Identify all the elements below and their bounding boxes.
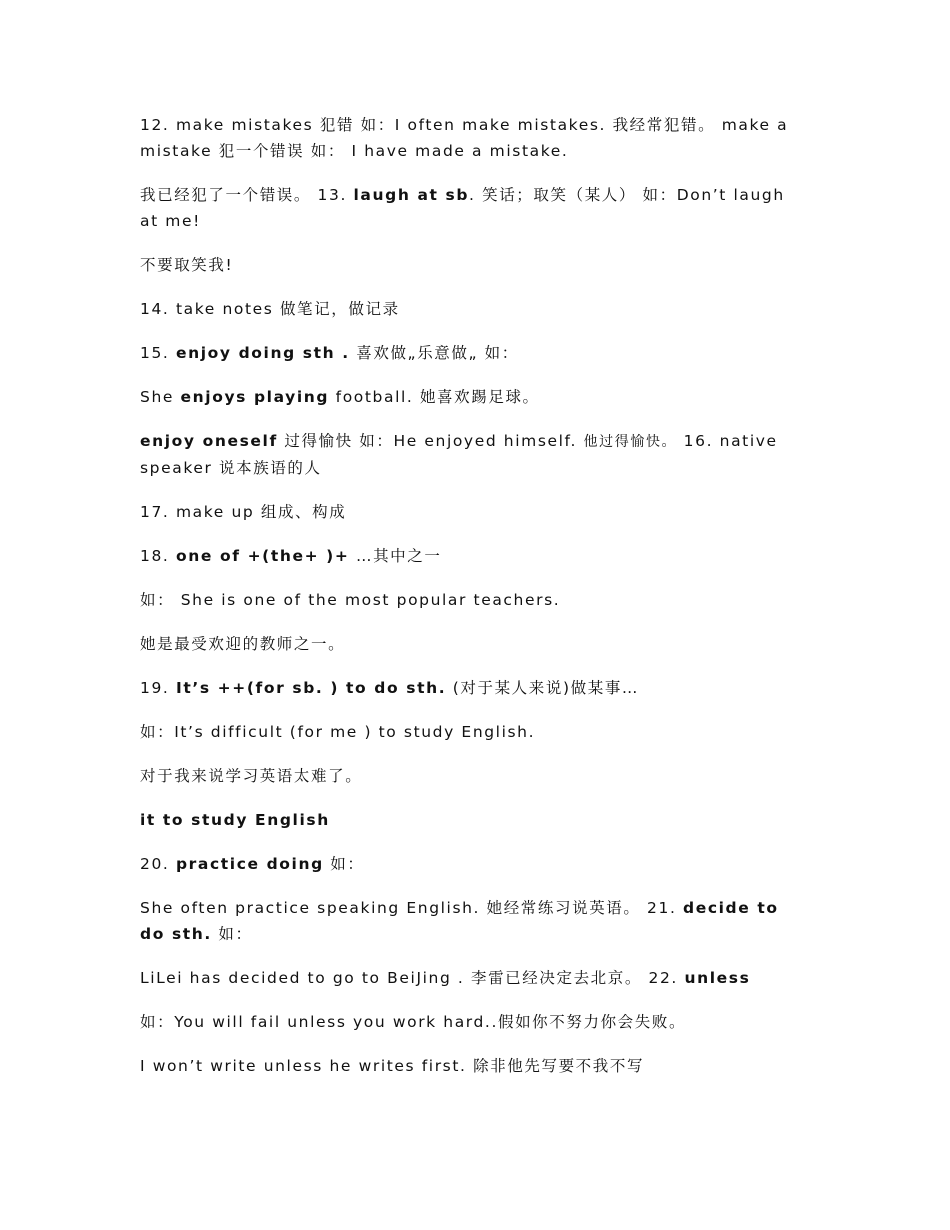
- paragraph-12-make-mistakes: [140, 112, 808, 164]
- bold-phrase: laugh at sb: [353, 186, 470, 204]
- text-run: 18.: [140, 547, 176, 565]
- bold-phrase: enjoy doing sth .: [175, 344, 350, 362]
- paragraph-example: [140, 1053, 808, 1079]
- text-run: 17. make up 组成、构成: [140, 503, 347, 521]
- paragraph-example: [140, 1009, 808, 1035]
- text-run: 我已经犯了一个错误。 13.: [140, 186, 354, 204]
- bold-phrase: one of +(the+ )+: [175, 547, 350, 565]
- text-run: 喜欢做„乐意做„ 如：: [349, 344, 519, 362]
- text-run: She often practice speaking English. 她经常练习说英语。 21.: [140, 899, 684, 917]
- text-run: 19.: [140, 679, 176, 697]
- paragraph-17-make-up: [140, 499, 808, 525]
- text-run: 如：You will fail unless you work hard..假如你不努力你会失败。: [140, 1013, 687, 1031]
- paragraph-translation: [140, 631, 808, 657]
- text-run: She: [140, 388, 181, 406]
- text-run: football. 她喜欢踢足球。: [329, 388, 540, 406]
- text-run: 不要取笑我!: [140, 256, 234, 274]
- paragraph-13-laugh-at: [140, 182, 808, 234]
- bold-phrase: practice doing: [175, 855, 324, 873]
- bold-phrase: unless: [684, 969, 751, 987]
- bold-phrase: It’s ++(for sb. ) to do sth.: [175, 679, 447, 697]
- text-run: LiLei has decided to go to BeiJing . 李雷已经决定去北京。 22.: [140, 969, 685, 987]
- text-run: 14. take notes 做笔记，做记录: [140, 300, 400, 318]
- text-run: 12. make mistakes 犯错 如：I often make mistakes. 我经常犯错。 make a mistake 犯一个错误 如： I have made a mistake.: [140, 116, 789, 160]
- paragraph-21-decide-to-do: [140, 895, 808, 947]
- text-run: 如：: [211, 925, 253, 943]
- paragraph-enjoy-oneself: [140, 428, 808, 481]
- text-run: 她是最受欢迎的教师之一。: [140, 635, 346, 653]
- text-run: I won’t write unless he writes first. 除非他先写要不我不写: [140, 1057, 645, 1075]
- text-run: 20.: [140, 855, 176, 873]
- text-run: . 笑话；取笑（某人） 如：Don’t laugh at me!: [140, 186, 785, 230]
- paragraph-22-unless: [140, 965, 808, 991]
- text-run: 他过得愉快。: [583, 434, 678, 450]
- text-run: 16. native speaker 说本族语的人: [140, 432, 778, 477]
- bold-phrase: enjoys playing: [180, 388, 330, 406]
- text-run: 15.: [140, 344, 176, 362]
- bold-phrase: decide to do sth.: [140, 899, 779, 943]
- paragraph-example: [140, 719, 808, 745]
- text-run: 如：It’s difficult (for me ) to study English.: [140, 723, 536, 741]
- paragraph-translation: [140, 763, 808, 789]
- paragraph-20-practice-doing: [140, 851, 808, 877]
- text-run: …其中之一: [349, 547, 442, 565]
- bold-phrase: enjoy oneself: [140, 432, 278, 450]
- paragraph-18-one-of: [140, 543, 808, 569]
- paragraph-19-its-to-do: [140, 675, 808, 701]
- text-run: 如：: [323, 855, 365, 873]
- paragraph-15-enjoy-doing: [140, 340, 808, 366]
- paragraph-example: [140, 587, 808, 613]
- text-run: 如： She is one of the most popular teachers.: [140, 591, 561, 609]
- paragraph-bold-phrase: [140, 807, 808, 833]
- paragraph-example: [140, 384, 808, 410]
- text-run: (对于某人来说)做某事…: [446, 679, 640, 697]
- paragraph-translation: [140, 252, 808, 278]
- text-run: 对于我来说学习英语太难了。: [140, 767, 363, 785]
- paragraph-14-take-notes: [140, 296, 808, 322]
- document-page: [140, 112, 808, 1097]
- bold-phrase: it to study English: [140, 811, 330, 829]
- text-run: 过得愉快 如：He enjoyed himself.: [277, 432, 584, 450]
